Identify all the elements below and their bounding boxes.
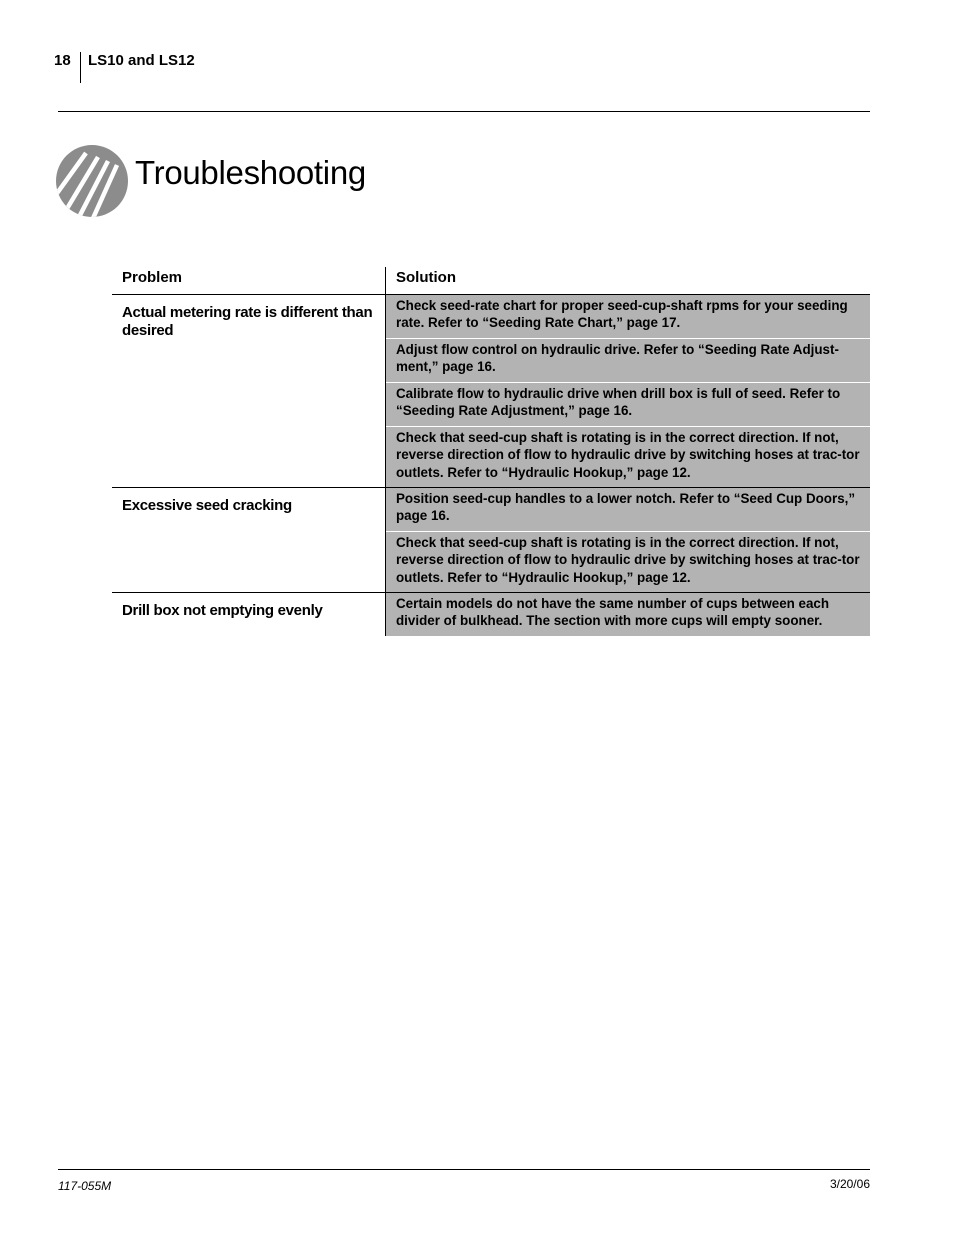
header-rule — [58, 111, 870, 112]
problem-cell: Excessive seed cracking — [122, 497, 292, 514]
table-row — [112, 592, 870, 636]
document-title: LS10 and LS12 — [88, 52, 195, 69]
solution-list — [385, 295, 870, 487]
table-header — [112, 267, 870, 294]
furrow-logo-icon — [56, 145, 128, 217]
solution-cell: Check that seed-cup shaft is rotating is in the correct direction. If not, reverse direction of flow to hydraulic drive by switching hoses at trac-tor outlets. Refer to “Hydraulic Hookup,” page 12. — [386, 426, 870, 487]
solution-cell: Check seed-rate chart for proper seed-cup-shaft rpms for your seeding rate. Refer to “Seeding Rate Chart,” page 17. — [386, 295, 870, 338]
problem-cell: Drill box not emptying evenly — [122, 602, 323, 619]
column-header-solution: Solution — [385, 267, 870, 294]
footer-rule — [58, 1169, 870, 1170]
solution-list — [385, 488, 870, 592]
solution-cell: Adjust flow control on hydraulic drive. Refer to “Seeding Rate Adjust-ment,” page 16. — [386, 338, 870, 382]
document-id: 117-055M — [58, 1179, 112, 1193]
header-divider — [80, 52, 81, 83]
page-title: Troubleshooting — [135, 154, 366, 191]
table-row — [112, 487, 870, 592]
column-header-problem: Problem — [122, 269, 183, 286]
troubleshooting-table — [112, 267, 870, 636]
document-date: 3/20/06 — [829, 1177, 870, 1191]
solution-list — [385, 593, 870, 636]
solution-cell: Check that seed-cup shaft is rotating is in the correct direction. If not, reverse direction of flow to hydraulic drive by switching hoses at trac-tor outlets. Refer to “Hydraulic Hookup,” page 12. — [386, 531, 870, 592]
solution-cell: Position seed-cup handles to a lower notch. Refer to “Seed Cup Doors,” page 16. — [386, 488, 870, 531]
solution-cell: Calibrate flow to hydraulic drive when drill box is full of seed. Refer to “Seeding Rate Adjustment,” page 16. — [386, 382, 870, 426]
page-number: 18 — [54, 52, 71, 69]
table-row — [112, 294, 870, 487]
solution-cell: Certain models do not have the same number of cups between each divider of bulkhead. The section with more cups will empty sooner. — [386, 593, 870, 636]
problem-cell: Actual metering rate is different than desired — [122, 304, 373, 339]
